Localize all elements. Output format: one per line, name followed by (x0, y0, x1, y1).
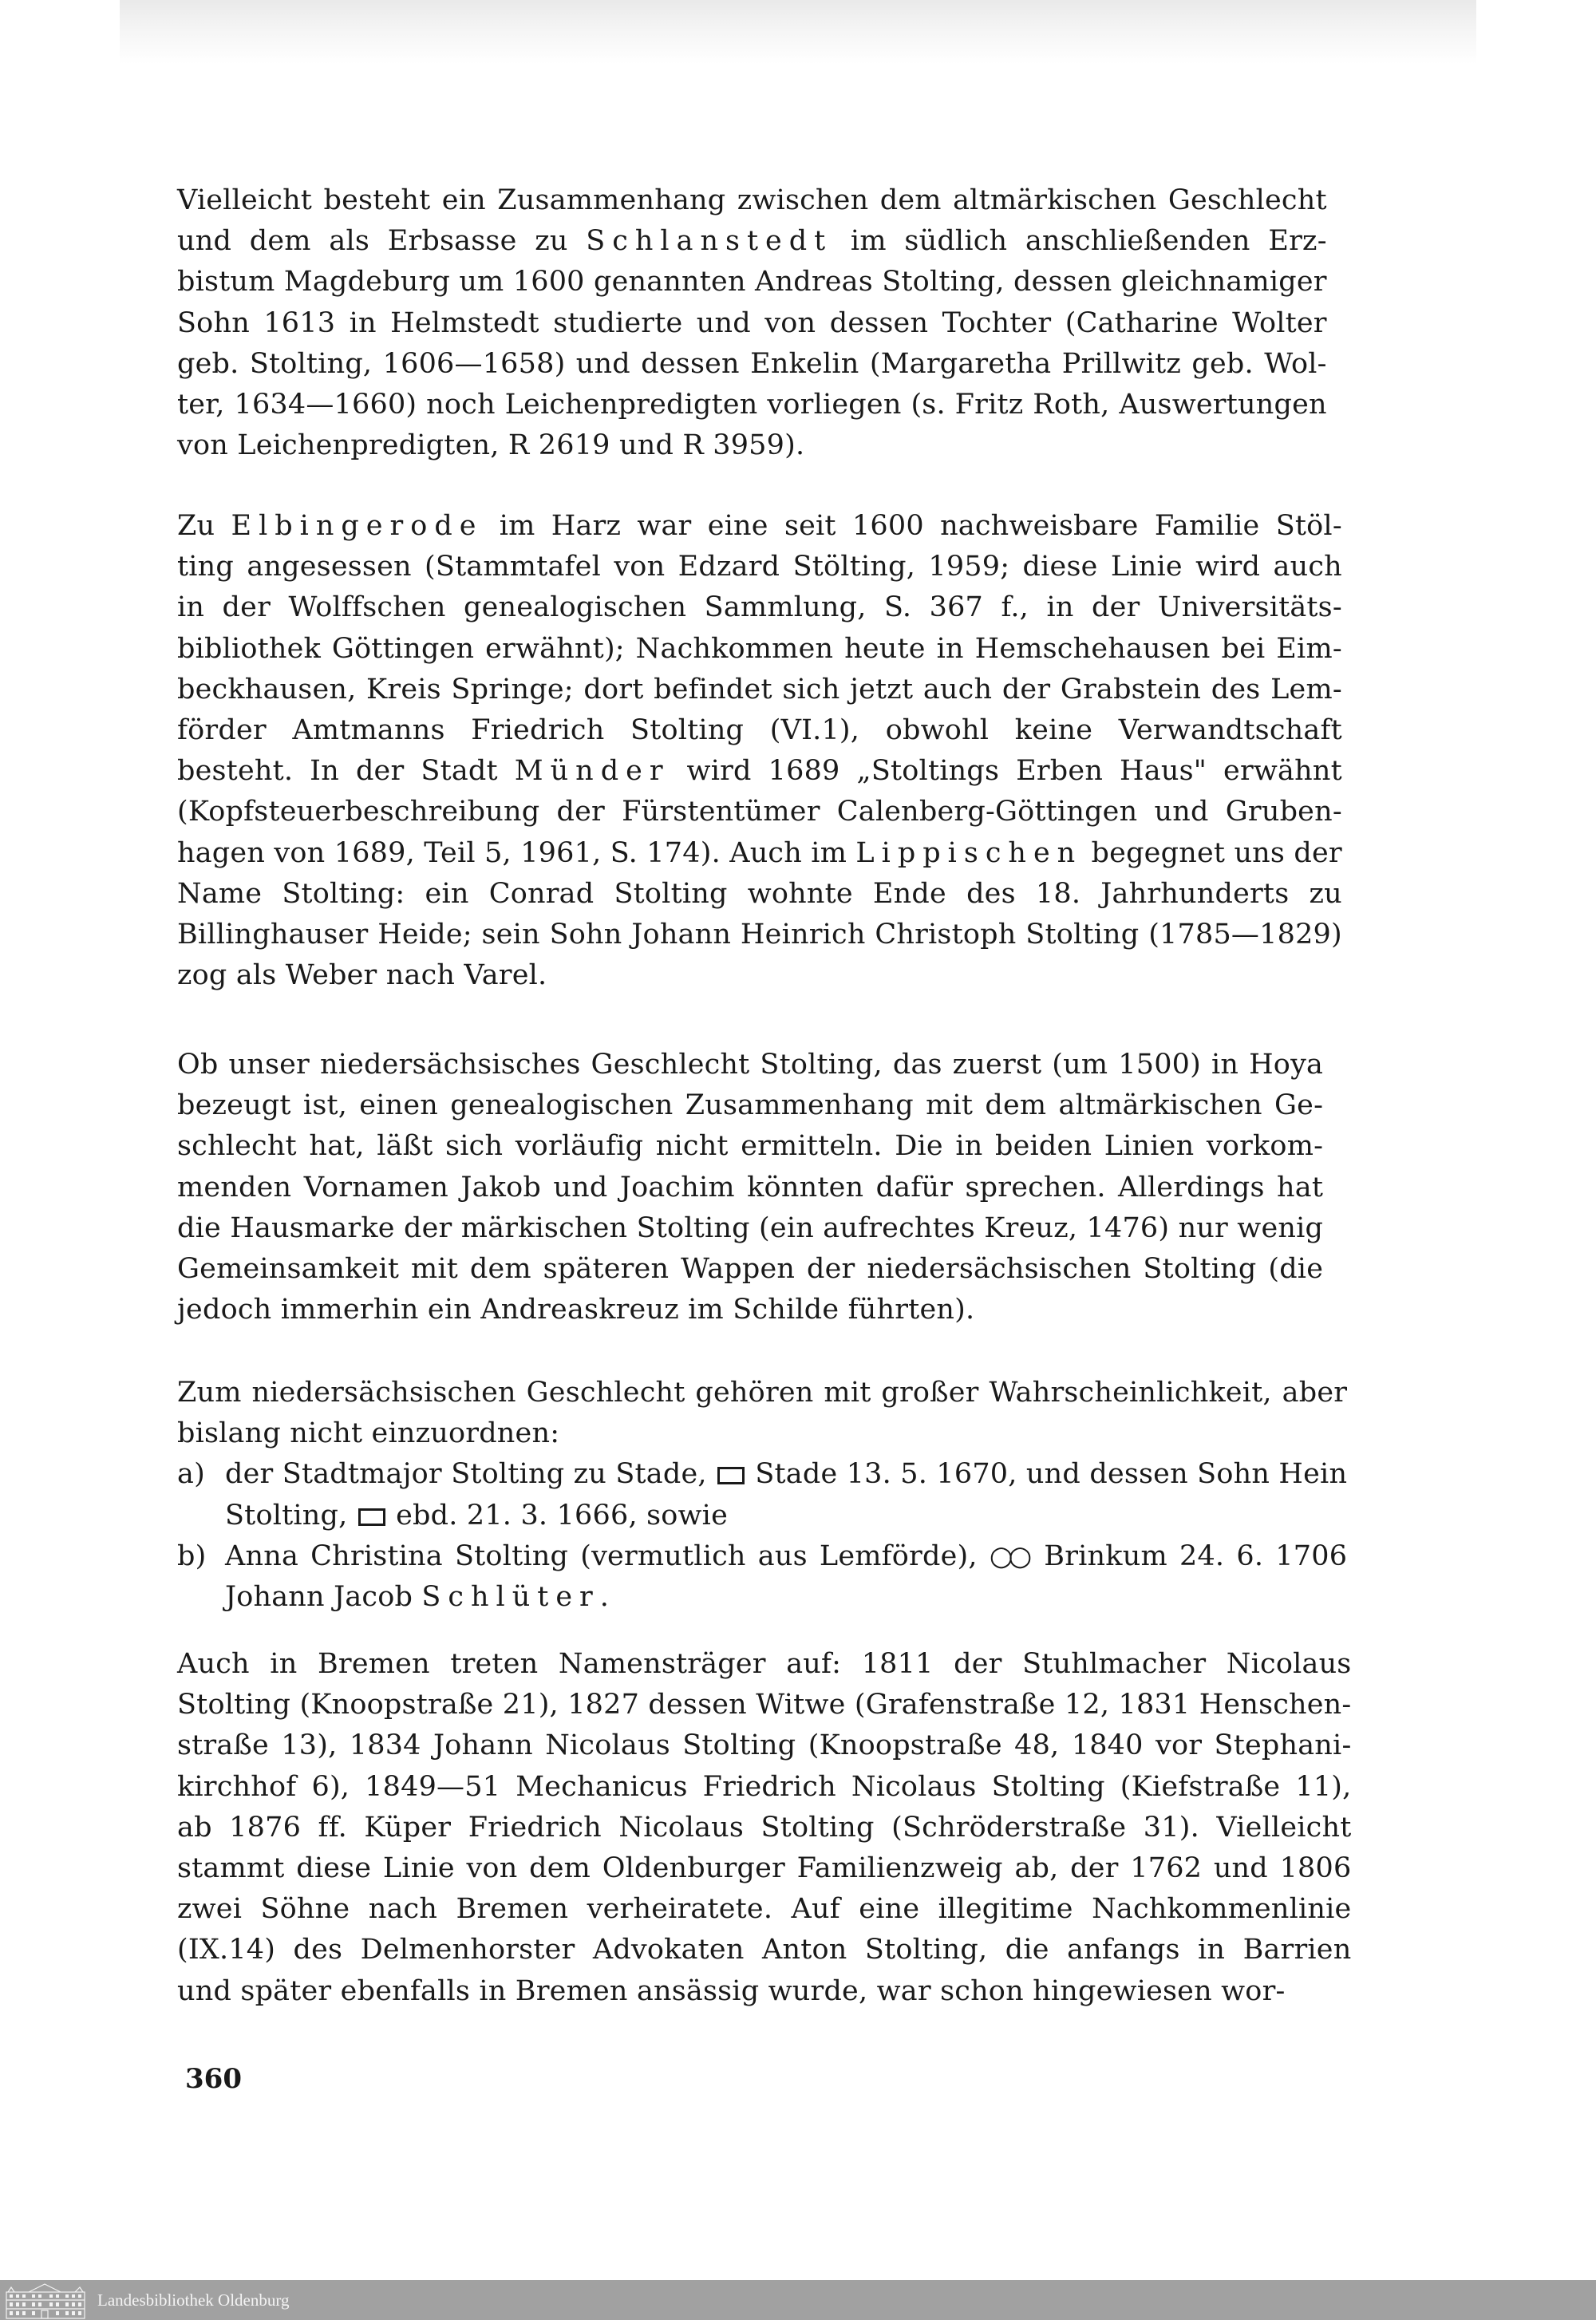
text-line (177, 1930, 1351, 1970)
text-line (177, 385, 1327, 425)
text-line (177, 1208, 1323, 1249)
text-line (177, 751, 1342, 792)
list-marker: b) (177, 1539, 207, 1572)
text-line (177, 1644, 1351, 1685)
text-line (177, 1808, 1351, 1848)
text-line (177, 1290, 1323, 1330)
text-segment: bistum Magdeburg um 1600 genannten Andreas Stolting, dessen gleichnamiger (177, 266, 1327, 298)
text-segment: Gemeinsamkeit mit dem späteren Wappen der niedersächsischen Stolting (die (177, 1253, 1324, 1286)
text-segment: Johann Jacob (225, 1581, 422, 1614)
text-segment: im südlich anschließenden Erz- (832, 225, 1327, 258)
text-segment: in der Wolffschen genealogischen Sammlung, S. 367 f., in der Universitäts- (177, 591, 1342, 624)
text-line (225, 1536, 1347, 1577)
text-line (177, 1373, 1347, 1413)
paragraph (177, 1373, 1347, 1618)
text-line (225, 1454, 1347, 1495)
text-segment: kirchhof 6), 1849—51 Mechanicus Friedrich Nicolaus Stolting (Kiefstraße 11), (177, 1770, 1352, 1803)
text-line (177, 344, 1327, 385)
text-segment: ting angesessen (Stammtafel von Edzard Stölting, 1959; diese Linie wird auch (177, 551, 1342, 583)
text-line (177, 262, 1327, 302)
text-line (177, 425, 1327, 466)
library-building-icon (5, 2282, 86, 2319)
text-segment: begegnet uns der (1082, 836, 1342, 869)
text-line (177, 1889, 1351, 1930)
text-segment: Zu (177, 510, 231, 542)
list-text (225, 1454, 1347, 1535)
text-segment: die Hausmarke der märkischen Stolting (ein aufrechtes Kreuz, 1476) nur wenig (177, 1211, 1324, 1244)
text-segment: besteht. In der Stadt (177, 755, 515, 788)
text-line (177, 710, 1342, 751)
text-line (177, 874, 1342, 915)
text-segment: (Kopfsteuerbeschreibung der Fürstentümer Calenberg-Göttingen und Gruben- (177, 796, 1342, 828)
text-line (177, 1971, 1351, 2012)
text-segment: ab 1876 ff. Küper Friedrich Nicolaus Stolting (Schröderstraße 31). Vielleicht (177, 1811, 1352, 1844)
paragraph (177, 1644, 1351, 2012)
paragraph (177, 180, 1327, 466)
text-line (177, 1685, 1351, 1725)
text-segment: Auch in Bremen treten Namensträger auf: 1811 der Stuhlmacher Nicolaus (177, 1648, 1352, 1680)
text-line (177, 670, 1342, 710)
text-segment: bezeugt ist, einen genealogischen Zusammenhang mit dem altmärkischen Ge- (177, 1089, 1324, 1122)
text-segment: geb. Stolting, 1606—1658) und dessen Enkelin (Margaretha Prillwitz geb. Wol- (177, 347, 1327, 380)
text-segment: menden Vornamen Jakob und Joachim könnten dafür sprechen. Allerdings hat (177, 1171, 1324, 1203)
text-line (177, 1725, 1351, 1766)
text-segment: im Harz war eine seit 1600 nachweisbare Familie Stöl- (483, 510, 1342, 542)
text-segment: . (599, 1581, 610, 1614)
grave-symbol-icon (717, 1467, 745, 1484)
text-segment: beckhausen, Kreis Springe; dort befindet sich jetzt auch der Grabstein des Lem- (177, 673, 1342, 705)
text-line (177, 1168, 1323, 1208)
spaced-name: Elbingerode (231, 510, 484, 542)
text-line (177, 1413, 1347, 1454)
text-line (177, 1126, 1323, 1167)
text-segment: Ob unser niedersächsisches Geschlecht Stolting, das zuerst (um 1500) in Hoya (177, 1049, 1324, 1081)
text-segment: Name Stolting: ein Conrad Stolting wohnte Ende des 18. Jahrhunderts zu (177, 877, 1342, 910)
text-segment: der Stadtmajor Stolting zu Stade, (225, 1458, 717, 1491)
text-segment: Stolting (Knoopstraße 21), 1827 dessen Witwe (Grafenstraße 12, 1831 Henschen- (177, 1689, 1352, 1721)
list-item (177, 1454, 1347, 1535)
spaced-name: Schlüter (421, 1581, 600, 1614)
paragraph (177, 506, 1342, 996)
text-segment: Zum niedersächsischen Geschlecht gehören mit großer Wahrscheinlichkeit, aber (177, 1377, 1348, 1409)
text-line (177, 221, 1327, 262)
text-segment: Stade 13. 5. 1670, und dessen Sohn Hein (746, 1458, 1348, 1491)
text-segment: förder Amtmanns Friedrich Stolting (VI.1), obwohl keine Verwandtschaft (177, 714, 1342, 747)
married-symbol-icon: ○○ (989, 1539, 1028, 1572)
grave-symbol-icon (358, 1508, 385, 1526)
spaced-name: Schlanstedt (586, 225, 833, 258)
text-segment: bislang nicht einzuordnen: (177, 1417, 560, 1450)
text-segment: jedoch immerhin ein Andreaskreuz im Schilde führten). (177, 1294, 975, 1326)
text-line (177, 547, 1342, 587)
text-segment: bibliothek Göttingen erwähnt); Nachkommen heute in Hemschehausen bei Eim- (177, 632, 1342, 665)
text-segment: ter, 1634—1660) noch Leichenpredigten vorliegen (s. Fritz Roth, Auswertungen (177, 389, 1327, 421)
text-segment: und später ebenfalls in Bremen ansässig wurde, war schon hingewiesen wor- (177, 1974, 1286, 2007)
page-number: 360 (185, 2063, 242, 2095)
text-segment: und dem als Erbsasse zu (177, 225, 587, 258)
scan-bleed-through (120, 0, 1476, 64)
text-segment: zwei Söhne nach Bremen verheiratete. Auf eine illegitime Nachkommenlinie (177, 1893, 1352, 1926)
text-line (225, 1577, 1347, 1618)
text-segment: wird 1689 „Stoltings Erben Haus" erwähnt (670, 755, 1342, 788)
spaced-name: Münder (514, 755, 670, 788)
text-line (177, 180, 1327, 221)
text-segment: Anna Christina Stolting (vermutlich aus Lemförde), (225, 1539, 990, 1572)
text-line (177, 629, 1342, 670)
text-segment: Stolting, (225, 1499, 357, 1532)
text-line (177, 792, 1342, 832)
text-line (177, 833, 1342, 874)
list-text (225, 1536, 1347, 1618)
text-line (177, 1045, 1323, 1085)
text-line (177, 955, 1342, 996)
list-marker: a) (177, 1458, 205, 1491)
library-name: Landesbibliothek Oldenburg (97, 2290, 290, 2310)
text-segment: Vielleicht besteht ein Zusammenhang zwischen dem altmärkischen Geschlecht (177, 184, 1327, 216)
text-segment: von Leichenpredigten, R 2619 und R 3959). (177, 429, 805, 462)
text-segment: schlecht hat, läßt sich vorläufig nicht ermitteln. Die in beiden Linien vorkom- (177, 1130, 1324, 1163)
footer-bar (0, 2280, 1596, 2320)
text-segment: Billinghauser Heide; sein Sohn Johann Heinrich Christoph Stolting (1785—1829) (177, 919, 1342, 951)
text-line (177, 506, 1342, 547)
spaced-name: Lippischen (855, 836, 1083, 869)
text-segment: (IX.14) des Delmenhorster Advokaten Anton Stolting, die anfangs in Barrien (177, 1934, 1352, 1966)
text-line (177, 1085, 1323, 1126)
text-segment: hagen von 1689, Teil 5, 1961, S. 174). Auch im (177, 836, 856, 869)
text-segment: zog als Weber nach Varel. (177, 959, 547, 992)
text-segment: Sohn 1613 in Helmstedt studierte und von dessen Tochter (Catharine Wolter (177, 306, 1327, 339)
paragraph (177, 1045, 1323, 1330)
text-segment: stammt diese Linie von dem Oldenburger Familienzweig ab, der 1762 und 1806 (177, 1852, 1352, 1885)
text-line (177, 303, 1327, 344)
text-line (177, 1848, 1351, 1889)
text-segment: Brinkum 24. 6. 1706 (1032, 1539, 1348, 1572)
text-line (177, 1249, 1323, 1290)
list-item (177, 1536, 1347, 1618)
text-segment: ebd. 21. 3. 1666, sowie (386, 1499, 728, 1532)
text-line (177, 1767, 1351, 1808)
text-line (225, 1496, 1347, 1536)
text-line (177, 587, 1342, 628)
text-segment: straße 13), 1834 Johann Nicolaus Stolting (Knoopstraße 48, 1840 vor Stephani- (177, 1729, 1352, 1762)
text-line (177, 915, 1342, 955)
